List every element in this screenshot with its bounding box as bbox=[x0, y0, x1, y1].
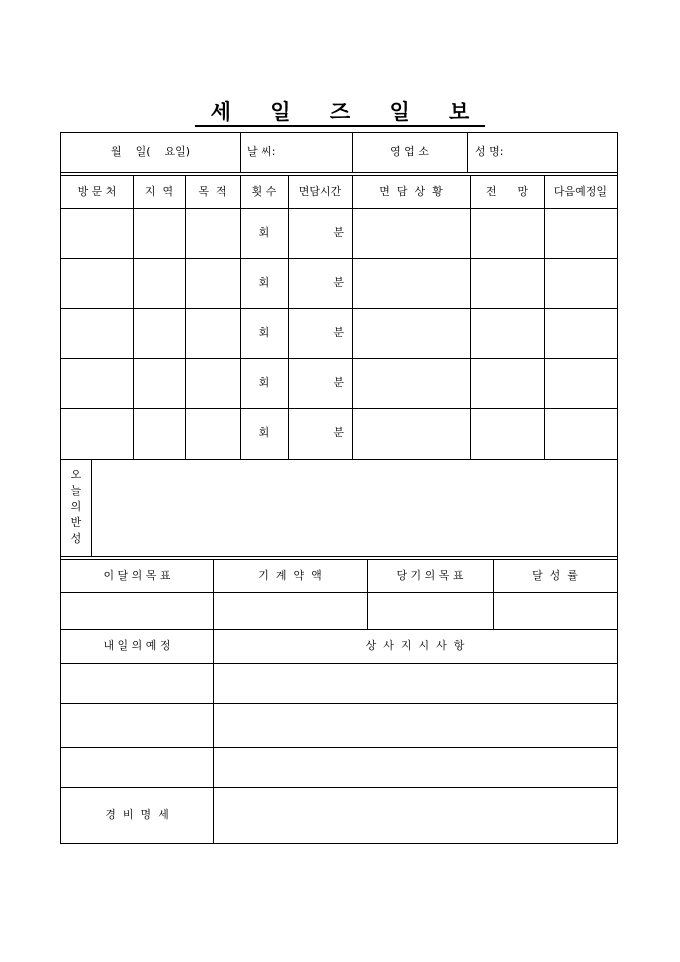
row-3-count-unit: 회 bbox=[258, 326, 270, 339]
instructions-label: 상 사 지 시 사 항 bbox=[365, 639, 465, 652]
weather-label: 날 씨: bbox=[247, 145, 276, 158]
expense-label: 경 비 명 세 bbox=[105, 808, 169, 821]
row-2-minute-unit: 분 bbox=[333, 276, 344, 289]
tomorrow-plan-label: 내 일 의 예 정 bbox=[103, 639, 171, 652]
term-goal-label: 당 기 의 목 표 bbox=[396, 569, 464, 582]
row-1-minute-unit: 분 bbox=[333, 226, 344, 239]
month-goal-label: 이 달 의 목 표 bbox=[103, 569, 171, 582]
reflection-label: 오 늘 의 반 성 bbox=[70, 468, 82, 545]
col-meeting-time: 면담시간 bbox=[298, 185, 342, 198]
col-outlook: 전 망 bbox=[485, 185, 529, 198]
row-1-count-unit: 회 bbox=[258, 226, 270, 239]
row-4-count-unit: 회 bbox=[258, 376, 270, 389]
sales-report-form bbox=[60, 132, 618, 844]
col-purpose: 목 적 bbox=[198, 185, 227, 198]
row-4-minute-unit: 분 bbox=[333, 376, 344, 389]
name-label: 성 명: bbox=[475, 145, 504, 158]
col-count: 횟 수 bbox=[251, 185, 277, 198]
achievement-label: 달 성 률 bbox=[532, 569, 578, 582]
col-next-schedule: 다음예정일 bbox=[553, 185, 608, 198]
contract-amount-label: 기 계 약 액 bbox=[258, 569, 322, 582]
row-5-count-unit: 회 bbox=[258, 426, 270, 439]
row-3-minute-unit: 분 bbox=[333, 326, 344, 339]
row-2-count-unit: 회 bbox=[258, 276, 270, 289]
col-region: 지 역 bbox=[144, 185, 174, 198]
office-label: 영 업 소 bbox=[390, 145, 429, 158]
form-title: 세 일 즈 일 보 bbox=[0, 96, 680, 126]
col-visit-place: 방 문 처 bbox=[77, 185, 117, 198]
date-label: 월 일( 요일) bbox=[110, 145, 191, 158]
col-meeting-status: 면 담 상 황 bbox=[379, 185, 443, 198]
row-5-minute-unit: 분 bbox=[333, 426, 344, 439]
